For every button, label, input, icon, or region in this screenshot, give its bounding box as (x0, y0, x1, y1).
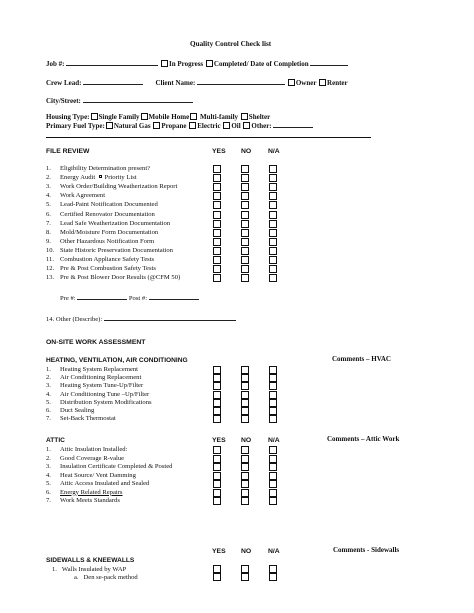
sidewalls-item-1 (52, 566, 126, 574)
hvac-no-checkbox[interactable] (241, 382, 249, 390)
file-review-no-checkbox[interactable] (241, 211, 249, 219)
file-review-no-checkbox[interactable] (241, 174, 249, 182)
sidewalls-comments-label: Comments - Sidewalls (333, 546, 400, 554)
hvac-comments-label: Comments – HVAC (332, 355, 391, 363)
pre-post-line (60, 293, 199, 303)
file-review-item (46, 238, 154, 246)
renter-checkbox[interactable] (319, 79, 326, 86)
file-review-no-checkbox[interactable] (241, 201, 249, 209)
attic-heading: ATTIC (46, 437, 65, 444)
file-review-no-checkbox[interactable] (241, 274, 249, 282)
item-number: 2. (46, 374, 51, 382)
attic-na-checkbox[interactable] (269, 480, 277, 488)
sidewalls-a-na-checkbox[interactable] (269, 573, 277, 581)
hvac-yes-checkbox[interactable] (213, 415, 221, 423)
item-number: 6. (46, 407, 51, 414)
hvac-item (46, 374, 141, 382)
attic-item (46, 446, 127, 454)
item-text: Air Conditioning Tune –Up/Filter (60, 390, 150, 398)
other-describe-label: 14. Other (Describe): (46, 316, 103, 323)
item-number: 2. (46, 174, 51, 182)
item-text: Heating System Tune-Up/Filter (60, 382, 144, 390)
attic-no-checkbox[interactable] (241, 480, 249, 488)
hvac-na-checkbox[interactable] (269, 391, 277, 399)
pre-label: Pre #: (60, 295, 76, 302)
attic-no-header: NO (241, 437, 252, 444)
item-text: Eligibility Determination present? (60, 165, 151, 172)
file-review-na-checkbox[interactable] (269, 238, 277, 246)
attic-no-checkbox[interactable] (241, 489, 249, 497)
propane-checkbox[interactable] (153, 122, 160, 129)
item-text: State Historic Preservation Documentation (60, 246, 173, 254)
no-column-header: NO (241, 148, 252, 155)
item-text: Distribution System Modifications (60, 398, 152, 406)
attic-no-checkbox[interactable] (241, 446, 249, 454)
file-review-no-checkbox[interactable] (241, 229, 249, 237)
file-review-no-checkbox[interactable] (241, 183, 249, 191)
post-field[interactable] (149, 293, 199, 300)
item-number: 12. (46, 265, 55, 273)
city-street-field[interactable] (83, 96, 193, 103)
job-number-field[interactable] (66, 59, 158, 66)
item-text: Work Meets Standards (60, 497, 120, 504)
divider (46, 137, 371, 138)
item-text: Pre & Post Blower Door Results (@CFM 50) (60, 274, 181, 282)
item-number: 3. (46, 382, 51, 390)
crew-lead-label: Crew Lead: (46, 79, 82, 87)
hvac-no-checkbox[interactable] (241, 415, 249, 423)
attic-yes-checkbox[interactable] (213, 497, 221, 505)
attic-item (46, 455, 124, 463)
electric-checkbox[interactable] (189, 122, 196, 129)
file-review-na-checkbox[interactable] (269, 274, 277, 282)
file-review-yes-checkbox[interactable] (213, 274, 221, 282)
hvac-na-checkbox[interactable] (269, 399, 277, 407)
hvac-na-checkbox[interactable] (269, 415, 277, 423)
natural-gas-label: Natural Gas (113, 122, 151, 130)
owner-label: Owner (295, 79, 317, 87)
single-family-label: Single Family (98, 113, 140, 121)
hvac-na-checkbox[interactable] (269, 366, 277, 374)
item-number: 1. (46, 366, 51, 373)
file-review-na-checkbox[interactable] (269, 220, 277, 228)
sidewalls-a-no-checkbox[interactable] (241, 573, 249, 581)
item-number: 5. (46, 398, 51, 406)
attic-yes-checkbox[interactable] (213, 446, 221, 454)
item-text: Lead-Paint Notification Documented (60, 201, 158, 209)
other-describe-field[interactable] (104, 314, 236, 321)
file-review-yes-checkbox[interactable] (213, 174, 221, 182)
file-review-yes-checkbox[interactable] (213, 165, 221, 173)
file-review-yes-checkbox[interactable] (213, 183, 221, 191)
attic-na-checkbox[interactable] (269, 446, 277, 454)
hvac-yes-checkbox[interactable] (213, 366, 221, 374)
hvac-yes-checkbox[interactable] (213, 382, 221, 390)
sidewalls-1-na-checkbox[interactable] (269, 565, 277, 573)
attic-yes-checkbox[interactable] (213, 472, 221, 480)
other-fuel-checkbox[interactable] (243, 122, 250, 129)
in-progress-label: In Progress (168, 60, 204, 68)
file-review-no-checkbox[interactable] (241, 238, 249, 246)
item-text: Other Hazardous Notification Form (60, 237, 155, 245)
hvac-yes-checkbox[interactable] (213, 407, 221, 415)
file-review-no-checkbox[interactable] (241, 220, 249, 228)
item-text: Heating System Replacement (60, 366, 139, 373)
hvac-no-checkbox[interactable] (241, 391, 249, 399)
item-number: 4. (46, 390, 51, 398)
fuel-line (46, 121, 313, 130)
file-review-no-checkbox[interactable] (241, 192, 249, 200)
file-review-item (46, 256, 154, 264)
other-describe-line (46, 314, 236, 324)
item-text: Good Coverage R-value (60, 454, 125, 462)
file-review-yes-checkbox[interactable] (213, 256, 221, 264)
sidewalls-a-yes-checkbox[interactable] (213, 573, 221, 581)
hvac-heading: HEATING, VENTILATION, AIR CONDITIONING (46, 357, 188, 364)
file-review-yes-checkbox[interactable] (213, 192, 221, 200)
item-number: 1. (46, 446, 51, 453)
propane-label: Propane (161, 122, 187, 130)
file-review-na-checkbox[interactable] (269, 165, 277, 173)
housing-type-label: Housing Type: (46, 113, 90, 121)
hvac-no-checkbox[interactable] (241, 374, 249, 382)
file-review-item (46, 183, 177, 191)
file-review-item (46, 220, 170, 228)
sidewalls-item-a (74, 574, 138, 582)
hvac-na-checkbox[interactable] (269, 407, 277, 415)
attic-item (46, 463, 172, 471)
item-number: 13. (46, 274, 55, 282)
item-text: Lead Safe Weatherization Documentation (60, 219, 171, 227)
item-number: 6. (46, 210, 51, 218)
item-number: 4. (46, 471, 51, 479)
item-number: 7. (46, 497, 51, 504)
completed-label: Completed/ Date of Completion (213, 60, 309, 68)
item-number: 5. (46, 201, 51, 209)
onsite-heading: ON-SITE WORK ASSESSMENT (46, 339, 146, 346)
multi-family-checkbox[interactable] (190, 113, 197, 120)
hvac-item (46, 382, 143, 390)
attic-na-checkbox[interactable] (269, 489, 277, 497)
completion-date-field[interactable] (310, 59, 348, 66)
attic-na-header: N/A (268, 437, 280, 444)
file-review-na-checkbox[interactable] (269, 265, 277, 273)
item-text: Walls Insulated by WAP (61, 566, 127, 573)
item-text: Work Order/Building Weatherization Report (60, 183, 178, 191)
attic-na-checkbox[interactable] (269, 472, 277, 480)
hvac-item (46, 391, 149, 399)
item-text: Energy Related Repairs (60, 488, 123, 496)
hvac-item (46, 366, 138, 374)
attic-item (46, 489, 123, 497)
attic-yes-checkbox[interactable] (213, 455, 221, 463)
sidewalls-heading: SIDEWALLS & KNEEWALLS (46, 557, 135, 564)
completed-checkbox[interactable] (206, 60, 213, 67)
hvac-item (46, 415, 116, 423)
owner-checkbox[interactable] (288, 79, 295, 86)
attic-yes-header: YES (212, 437, 226, 444)
attic-na-checkbox[interactable] (269, 455, 277, 463)
shelter-checkbox[interactable] (241, 113, 248, 120)
item-number: 8. (46, 228, 51, 236)
file-review-na-checkbox[interactable] (269, 183, 277, 191)
file-review-na-checkbox[interactable] (269, 211, 277, 219)
client-name-field[interactable] (197, 78, 285, 85)
file-review-na-checkbox[interactable] (269, 247, 277, 255)
hvac-no-checkbox[interactable] (241, 407, 249, 415)
hvac-no-checkbox[interactable] (241, 366, 249, 374)
post-label: Post #: (128, 295, 148, 302)
file-review-no-checkbox[interactable] (241, 265, 249, 273)
electric-label: Electric (197, 122, 221, 130)
file-review-item (46, 174, 137, 182)
attic-yes-checkbox[interactable] (213, 463, 221, 471)
client-name-label: Client Name: (155, 79, 196, 87)
item-number: 3. (46, 463, 51, 470)
sidewalls-1-no-checkbox[interactable] (241, 565, 249, 573)
item-number: 10. (46, 246, 55, 254)
in-progress-checkbox[interactable] (161, 60, 168, 67)
sidewalls-yes-header: YES (212, 548, 226, 555)
attic-item (46, 472, 136, 480)
attic-yes-checkbox[interactable] (213, 480, 221, 488)
file-review-na-checkbox[interactable] (269, 229, 277, 237)
housing-line (46, 113, 270, 121)
file-review-yes-checkbox[interactable] (213, 201, 221, 209)
file-review-na-checkbox[interactable] (269, 174, 277, 182)
file-review-no-checkbox[interactable] (241, 165, 249, 173)
file-review-item (46, 229, 158, 237)
hvac-item (46, 407, 94, 415)
job-label: Job #: (46, 60, 65, 68)
attic-comments-label: Comments – Attic Work (327, 435, 400, 443)
file-review-item (46, 265, 156, 273)
item-text: Heat Source/ Vent Damming (60, 471, 136, 479)
item-number: 1. (46, 165, 51, 172)
oil-checkbox[interactable] (223, 122, 230, 129)
oil-label: Oil (231, 122, 241, 130)
file-review-no-checkbox[interactable] (241, 256, 249, 264)
item-number: 2. (46, 454, 51, 462)
attic-no-checkbox[interactable] (241, 497, 249, 505)
item-text: Combustion Appliance Safety Tests (60, 256, 155, 263)
crew-line (46, 78, 348, 87)
item-number: 7. (46, 415, 51, 423)
item-text: Duct Sealing (60, 407, 95, 414)
file-review-item (46, 201, 158, 209)
item-number: 6. (46, 488, 51, 496)
item-number: 4. (46, 192, 51, 200)
crew-lead-field[interactable] (83, 78, 143, 85)
file-review-item (46, 247, 173, 255)
item-text: Certified Renovator Documentation (60, 210, 155, 218)
file-review-no-checkbox[interactable] (241, 247, 249, 255)
file-review-yes-checkbox[interactable] (213, 229, 221, 237)
na-column-header: N/A (268, 148, 280, 155)
item-text: Den se-pack method (83, 574, 138, 581)
file-review-na-checkbox[interactable] (269, 201, 277, 209)
job-line (46, 59, 348, 68)
item-number: 3. (46, 183, 51, 191)
file-review-na-checkbox[interactable] (269, 192, 277, 200)
item-text: Pre & Post Combustion Safety Tests (60, 265, 156, 273)
hvac-yes-checkbox[interactable] (213, 391, 221, 399)
file-review-yes-checkbox[interactable] (213, 265, 221, 273)
file-review-na-checkbox[interactable] (269, 256, 277, 264)
item-number: 11. (46, 256, 54, 263)
city-street-label: City/Street: (46, 97, 81, 105)
yes-column-header: YES (212, 148, 226, 155)
multi-family-label: Multi-family (199, 113, 239, 121)
attic-na-checkbox[interactable] (269, 497, 277, 505)
file-review-item (46, 274, 180, 282)
file-review-item (46, 211, 155, 219)
hvac-no-checkbox[interactable] (241, 399, 249, 407)
file-review-yes-checkbox[interactable] (213, 247, 221, 255)
renter-label: Renter (327, 79, 348, 87)
item-text: Set-Back Thermostat (60, 415, 116, 423)
hvac-na-checkbox[interactable] (269, 382, 277, 390)
shelter-label: Shelter (248, 113, 271, 121)
page-title: Quality Control Check list (190, 40, 272, 48)
attic-item (46, 480, 149, 488)
file-review-heading: FILE REVIEW (46, 148, 90, 155)
item-number: 5. (46, 480, 51, 487)
hvac-yes-checkbox[interactable] (213, 374, 221, 382)
hvac-yes-checkbox[interactable] (213, 399, 221, 407)
item-text: Work Agreement (60, 192, 106, 200)
item-text: Attic Access Insulated and Sealed (60, 480, 150, 487)
file-review-yes-checkbox[interactable] (213, 220, 221, 228)
single-family-checkbox[interactable] (91, 113, 98, 120)
item-text: Energy Audit (60, 174, 96, 182)
item-text: Attic Insulation Installed: (60, 446, 128, 453)
attic-na-checkbox[interactable] (269, 463, 277, 471)
file-review-yes-checkbox[interactable] (213, 211, 221, 219)
city-line (46, 96, 193, 105)
attic-no-checkbox[interactable] (241, 463, 249, 471)
item-text: Air Conditioning Replacement (60, 374, 142, 382)
other-fuel-field[interactable] (273, 121, 313, 128)
mobile-home-label: Mobile Home (148, 113, 190, 121)
attic-item (46, 497, 120, 505)
hvac-na-checkbox[interactable] (269, 374, 277, 382)
file-review-yes-checkbox[interactable] (213, 238, 221, 246)
attic-no-checkbox[interactable] (241, 472, 249, 480)
file-review-item (46, 192, 105, 200)
item-text: Insulation Certificate Completed & Posted (60, 463, 173, 470)
fuel-type-label: Primary Fuel Type: (46, 122, 105, 130)
file-review-item (46, 165, 150, 173)
item-number: 7. (46, 219, 51, 227)
sidewalls-na-header: N/A (268, 548, 280, 555)
attic-yes-checkbox[interactable] (213, 489, 221, 497)
item-number: 1. (52, 566, 57, 573)
item-number: a. (74, 574, 79, 581)
attic-no-checkbox[interactable] (241, 455, 249, 463)
hvac-item (46, 399, 152, 407)
sidewalls-1-yes-checkbox[interactable] (213, 565, 221, 573)
extra-label: Priority List (104, 174, 137, 182)
item-text: Mold/Moisture Form Documentation (60, 228, 159, 236)
natural-gas-checkbox[interactable] (106, 122, 113, 129)
sidewalls-no-header: NO (241, 548, 252, 555)
item-number: 9. (46, 237, 51, 245)
pre-field[interactable] (77, 293, 127, 300)
mobile-home-checkbox[interactable] (141, 113, 148, 120)
other-fuel-label: Other: (251, 122, 272, 130)
extra-checkbox[interactable] (99, 175, 102, 178)
